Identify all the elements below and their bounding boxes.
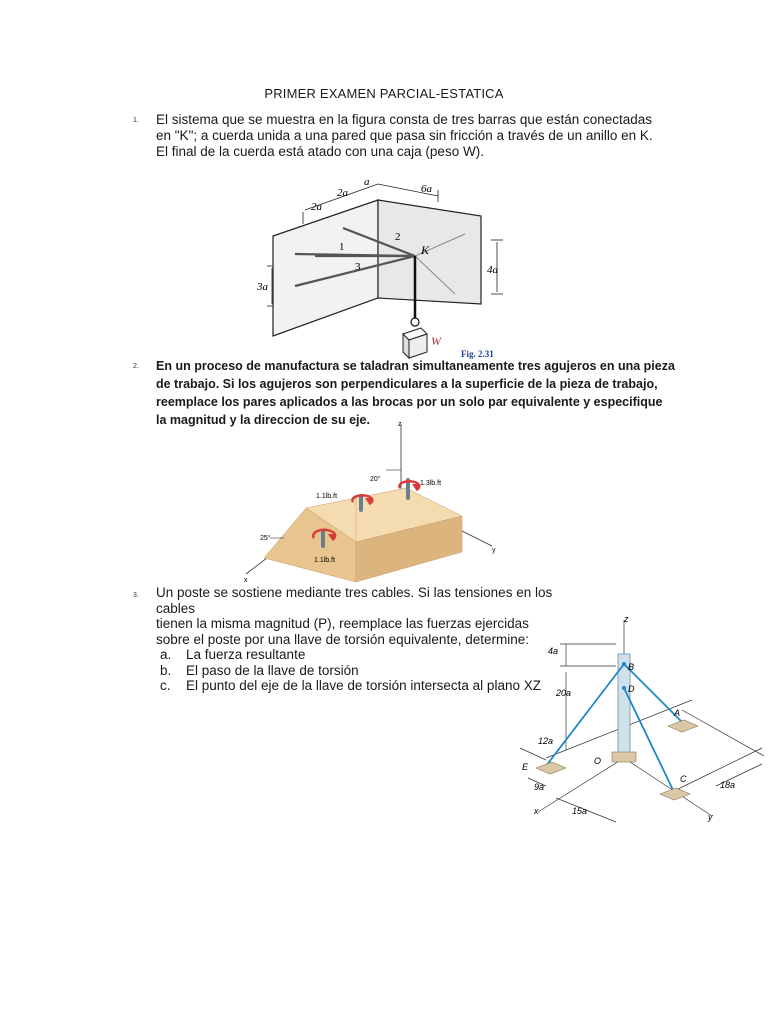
problem-3-line-1: Un poste se sostiene mediante tres cables. Si las tensiones en los cables — [156, 585, 553, 616]
axis-x-label: x — [244, 577, 248, 584]
problem-3-item-b: b. El paso de la llave de torsión — [160, 662, 359, 678]
point-o-label: O — [594, 756, 602, 766]
point-d-label: D — [628, 684, 635, 694]
angle-25-label: 25° — [260, 535, 271, 542]
problem-2-text: En un proceso de manufactura se taladran simultaneamente tres agujeros en una pieza de trabajo. Si los agujeros son perpendiculares a la superficie de la pieza de trabajo, reemplace los pares aplicados a las brocas por un solo par equivalente y especifique la magnitud y la direccion de su eje. — [156, 359, 675, 427]
problem-2-number: 2. — [133, 363, 139, 370]
dim-15a: 15a — [572, 806, 588, 816]
axis-x3-label: x — [534, 806, 539, 816]
point-b-label: B — [628, 662, 635, 672]
problem-3-line-3: sobre el poste por una llave de torsión equivalente, determine: — [156, 631, 529, 647]
dim-3a: 3a — [257, 281, 268, 293]
bar-1-label: 1 — [339, 241, 345, 253]
point-a-label: A — [674, 708, 681, 718]
torque-11-bottom-label: 1.1lb.ft — [314, 557, 336, 564]
point-c-label: C — [680, 774, 687, 784]
bar-2-label: 2 — [395, 231, 401, 243]
dim-2a-middle: 2a — [337, 187, 348, 199]
dim-4a-pole: 4a — [548, 646, 559, 656]
dim-2a-left: 2a — [311, 201, 322, 213]
problem-2-figure — [236, 418, 526, 588]
figure-caption: Fig. 2.31 — [461, 349, 494, 359]
axis-y-label: y — [492, 547, 496, 554]
point-k-label: K — [421, 243, 430, 257]
dim-6a: 6a — [421, 183, 432, 195]
angle-20-label: 20° — [370, 476, 381, 483]
torque-13-label: 1.3lb.ft — [420, 480, 442, 487]
problem-1-figure — [255, 176, 515, 360]
problem-3-number: 3. — [133, 592, 139, 599]
problem-3-text — [156, 585, 576, 694]
axis-z3-label: z — [624, 614, 629, 624]
dim-4a: 4a — [487, 264, 498, 276]
problem-1-number: 1. — [133, 117, 139, 124]
weight-w-label: W — [431, 334, 441, 348]
problem-3-item-c: c. El punto del eje de la llave de torsión intersecta al plano XZ — [160, 678, 541, 693]
dim-9a: 9a — [534, 782, 545, 792]
dim-18a: 18a — [720, 780, 736, 790]
problem-1-text: El sistema que se muestra en la figura consta de tres barras que están conectadas en "K"; a cuerda unida a una pared que pasa sin fricción a través de un anillo en K. El final de la cuerda está atado con una caja (peso W). — [156, 112, 653, 159]
dim-12a: 12a — [538, 736, 554, 746]
point-e-label: E — [522, 762, 529, 772]
problem-3-line-2: tienen la misma magnitud (P), reemplace las fuerzas ejercidas — [156, 616, 529, 631]
axis-y3-label: y — [708, 812, 713, 822]
problem-3-figure — [516, 608, 768, 826]
bar-3-label: 3 — [355, 261, 361, 273]
torque-11-top-label: 1.1lb.ft — [316, 493, 338, 500]
dim-20a: 20a — [556, 688, 572, 698]
exam-title: PRIMER EXAMEN PARCIAL-ESTATICA — [264, 86, 504, 101]
axis-z-label: z — [398, 421, 402, 428]
problem-3-item-a: a. La fuerza resultante — [160, 647, 306, 662]
dim-a: a — [364, 176, 370, 188]
